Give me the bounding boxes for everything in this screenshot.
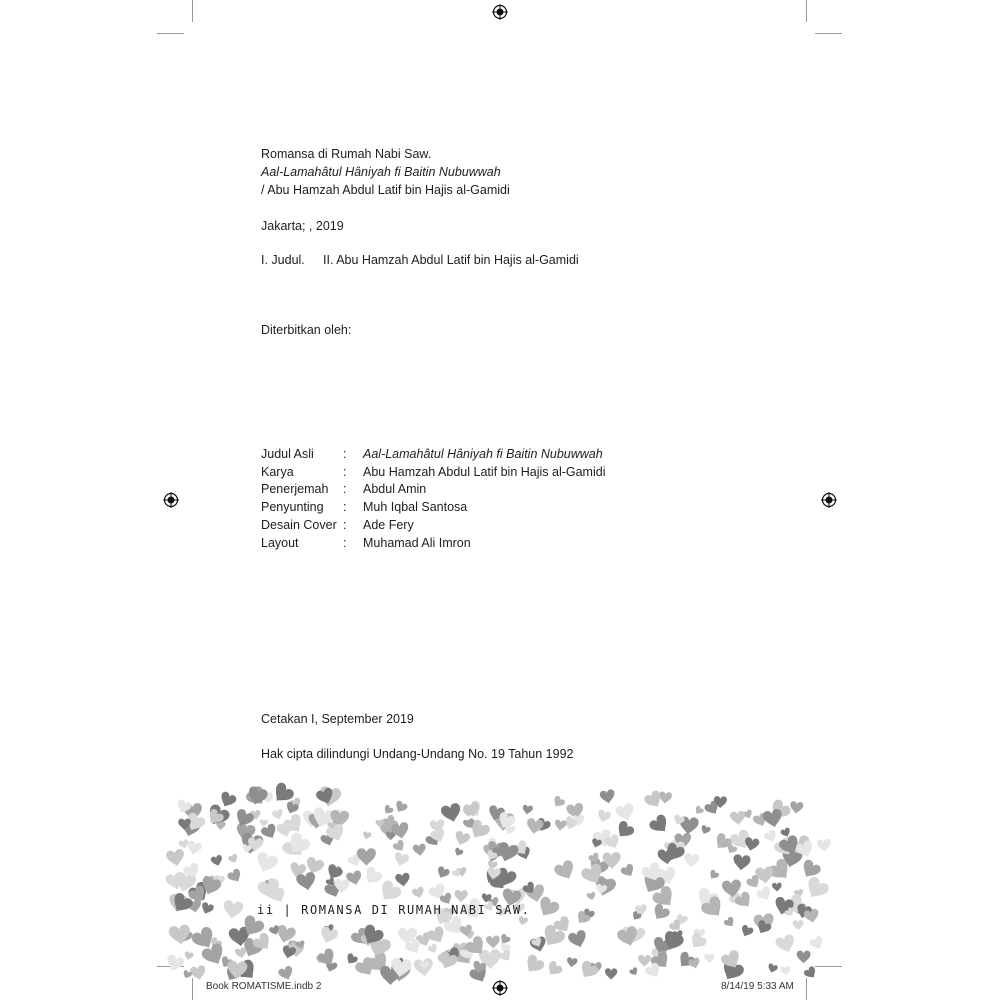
index-entry-1: I. Judul. (261, 253, 305, 267)
heart-icon (544, 960, 563, 979)
credit-value: Abdul Amin (363, 482, 427, 496)
heart-icon (324, 863, 344, 882)
heart-icon (525, 818, 544, 836)
heart-icon (393, 800, 408, 815)
heart-icon (723, 916, 737, 930)
heart-icon (567, 929, 589, 950)
heart-icon (650, 902, 671, 923)
heart-icon (780, 966, 790, 976)
heart-icon (554, 819, 567, 831)
heart-icon (382, 804, 394, 816)
heart-icon (411, 886, 426, 900)
heart-icon (435, 865, 451, 880)
heart-icon (551, 795, 566, 810)
edition: Cetakan I, September 2019 (261, 712, 414, 726)
heart-icon (809, 935, 826, 952)
heart-icon (361, 865, 384, 888)
heart-icon (183, 951, 194, 961)
heart-icon (789, 801, 803, 814)
heart-icon (586, 892, 596, 902)
credit-separator: : (343, 482, 347, 496)
credit-separator: : (343, 465, 347, 479)
heart-icon (707, 869, 720, 881)
credit-label: Penerjemah (261, 482, 329, 496)
credit-value: Muh Iqbal Santosa (363, 500, 468, 514)
heart-icon (792, 920, 803, 931)
credit-label: Desain Cover (261, 518, 337, 532)
heart-icon (393, 852, 410, 868)
credit-label: Karya (261, 465, 294, 479)
book-title: Romansa di Rumah Nabi Saw. (261, 147, 432, 161)
credit-value: Aal-Lamahâtul Hâniyah fi Baitin Nubuwwah (363, 447, 603, 461)
place-year: Jakarta; , 2019 (261, 219, 344, 233)
author-line: / Abu Hamzah Abdul Latif bin Hajis al-Gamidi (261, 183, 510, 197)
heart-icon (222, 900, 244, 920)
original-title: Aal-Lamahâtul Hâniyah fi Baitin Nubuwwah (261, 165, 501, 179)
heart-icon (453, 830, 471, 847)
heart-icon (699, 824, 711, 835)
heart-icon (658, 791, 672, 804)
heart-icon (798, 858, 822, 882)
heart-icon (614, 802, 636, 823)
credit-separator: : (343, 447, 347, 461)
heart-icon (803, 965, 819, 981)
heart-icon (566, 957, 578, 968)
heart-icon (755, 885, 774, 903)
heart-icon (774, 933, 797, 955)
heart-icon (395, 872, 411, 887)
credit-label: Layout (261, 536, 299, 550)
credit-value: Ade Fery (363, 518, 414, 532)
credit-separator: : (343, 536, 347, 550)
heart-icon (596, 809, 612, 824)
heart-icon (772, 883, 782, 892)
heart-icon (704, 954, 715, 964)
heart-icon (802, 875, 831, 903)
credit-label: Penyunting (261, 500, 324, 514)
heart-icon (392, 839, 407, 854)
heart-icon (739, 924, 754, 939)
heart-icon (277, 965, 295, 982)
heart-icon (454, 890, 468, 903)
copyright-notice: Hak cipta dilindungi Undang-Undang No. 19 Tahun 1992 (261, 747, 574, 761)
index-entry-2: II. Abu Hamzah Abdul Latif bin Hajis al-Gamidi (323, 253, 579, 267)
heart-icon (486, 935, 501, 949)
heart-icon (687, 931, 708, 952)
credit-separator: : (343, 500, 347, 514)
slug-file: Book ROMATISME.indb 2 (206, 981, 322, 992)
heart-icon (226, 867, 244, 885)
heart-icon (234, 947, 247, 959)
credit-separator: : (343, 518, 347, 532)
publisher-label: Diterbitkan oleh: (261, 323, 352, 337)
heart-icon (683, 853, 699, 868)
heart-icon (227, 853, 239, 865)
heart-icon (648, 813, 672, 837)
credit-value: Abu Hamzah Abdul Latif bin Hajis al-Gamidi (363, 465, 606, 479)
credit-label: Judul Asli (261, 447, 314, 461)
heart-icon (521, 953, 546, 977)
heart-icon (189, 965, 207, 982)
heart-icon (318, 925, 339, 945)
heart-icon (522, 805, 533, 816)
heart-icon (304, 856, 326, 877)
heart-icon (817, 838, 832, 852)
heart-icon (412, 843, 427, 857)
heart-icon (210, 854, 224, 867)
heart-icon (362, 831, 372, 840)
heart-icon (577, 959, 600, 982)
heart-icon (629, 967, 640, 978)
heart-icon (259, 819, 268, 828)
heart-icon (638, 955, 651, 967)
heart-icon (166, 848, 186, 867)
heart-icon (767, 963, 779, 974)
heart-icon (620, 863, 637, 880)
heart-icon (218, 790, 238, 809)
heart-icon (164, 953, 185, 974)
heart-icon (599, 789, 616, 805)
credit-value: Muhamad Ali Imron (363, 536, 471, 550)
slug-datetime: 8/14/19 5:33 AM (721, 981, 794, 992)
heart-icon (453, 847, 464, 858)
heart-icon (168, 924, 192, 946)
heart-icon (732, 854, 751, 871)
running-head: ii | ROMANSA DI RUMAH NABI SAW. (257, 903, 531, 917)
heart-icon (553, 859, 578, 884)
heart-icon (763, 829, 779, 844)
heart-icon (730, 811, 746, 826)
heart-icon (797, 951, 811, 964)
heart-icon (253, 851, 279, 876)
heart-icon (762, 808, 784, 829)
heart-icon (605, 968, 618, 980)
heart-icon (427, 943, 439, 955)
heart-icon (693, 805, 705, 816)
heart-icon (272, 809, 285, 821)
heart-icon (200, 901, 215, 916)
heart-icon (357, 848, 376, 865)
